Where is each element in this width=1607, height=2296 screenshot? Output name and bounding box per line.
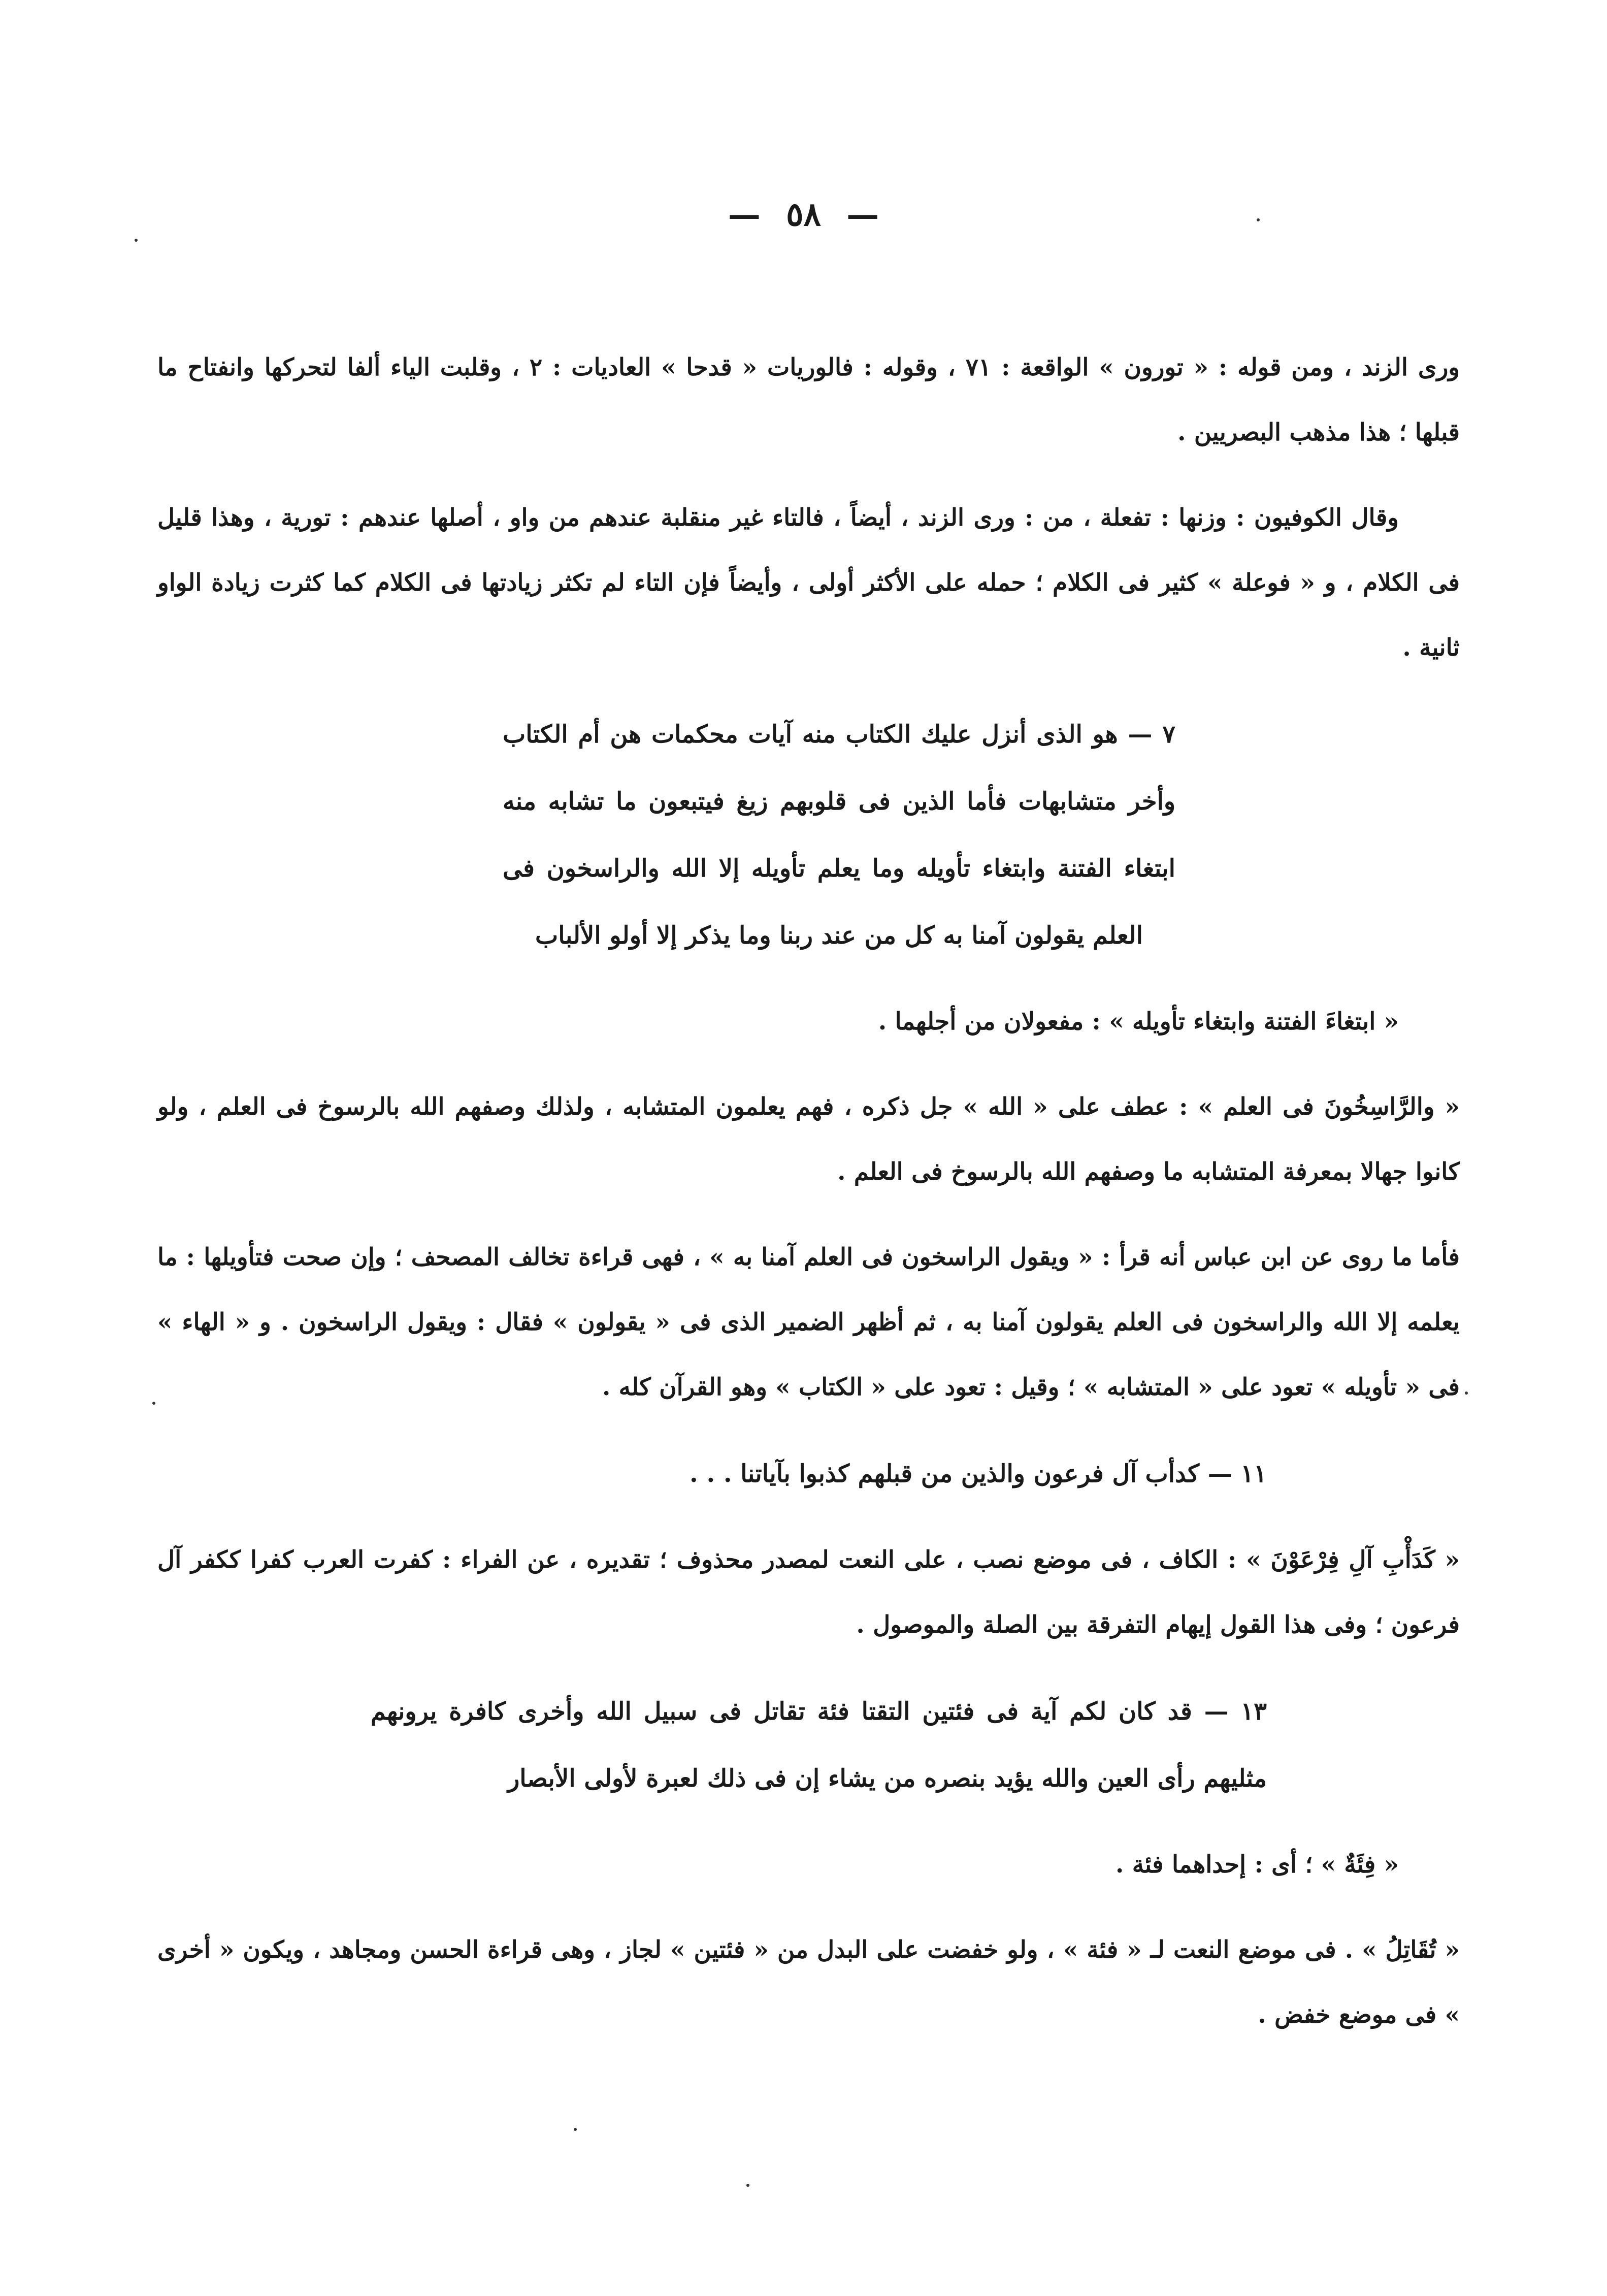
paragraph-bayt-continuation: ورى الزند ، ومن قوله : « تورون » الواقعة : ٧١ ، وقوله : فالوريات « قدحا » العاديات : ٢ ، وقلبت الياء ألفا لتحركها وانفتاح ما قبلها ؛ هذا مذهب البصريين . xyxy=(157,353,1460,446)
page-number: ٥٨ xyxy=(786,196,821,234)
scan-speck xyxy=(574,2128,577,2131)
paragraph-kadab: « كَدَأْبِ آلِ فِرْعَوْنَ » : الكاف ، فى موضع نصب ، على النعت لمصدر محذوف ؛ تقديره ، عن الفراء : كفرت العرب كفرا ككفر آل فرعون ؛ وفى هذا القول إيهام التفرقة بين الصلة والموصول . xyxy=(157,1546,1460,1639)
paragraph-rasikhun: « والرَّاسِخُونَ فى العلم » : عطف على « الله » جل ذكره ، فهم يعلمون المتشابه ، ولذلك وصفهم الله بالرسوخ فى العلم ، ولو كانوا جهالا بمعرفة المتشابه ما وصفهم الله بالرسوخ فى العلم . xyxy=(157,1093,1460,1186)
page-body xyxy=(157,335,1460,2068)
page-number-dash-left: — xyxy=(846,196,879,234)
quran-verse-7: ٧ — هو الذى أنزل عليك الكتاب منه آيات محكمات هن أم الكتاب وأخر متشابهات فأما الذين فى قلوبهم زيغ فيتبعون ما تشابه منه ابتغاء الفتنة وابتغاء تأويله وما يعلم تأويله إلا الله والراسخون فى العلم يقولون آمنا به كل من عند ربنا وما يذكر إلا أولو الألباب xyxy=(503,720,1176,950)
scan-speck xyxy=(746,2184,749,2187)
scan-speck xyxy=(135,239,138,242)
quran-verse-13: ١٣ — قد كان لكم آية فى فئتين التقتا فئة تقاتل فى سبيل الله وأخرى كافرة يرونهم مثليهم رأى العين والله يؤيد بنصره من يشاء إن فى ذلك لعبرة لأولى الأبصار xyxy=(371,1697,1267,1793)
paragraph-tuqatilu: « تُقَاتِلُ » . فى موضع النعت لـ « فئة » ، ولو خفضت على البدل من « فئتين » لجاز ، وهى قراءة الحسن ومجاهد ، ويكون « أخرى » فى موضع خفض . xyxy=(157,1936,1460,2029)
page-number-header xyxy=(0,196,1607,234)
quran-verse-11: ١١ — كدأب آل فرعون والذين من قبلهم كذبوا بآياتنا . . . xyxy=(690,1460,1267,1488)
scan-speck xyxy=(1465,1392,1468,1395)
paragraph-ibn-abbas: فأما ما روى عن ابن عباس أنه قرأ : « ويقول الراسخون فى العلم آمنا به » ، فهى قراءة تخالف المصحف ؛ وإن صحت فتأويلها : ما يعلمه إلا الله والراسخون فى العلم يقولون آمنا به ، ثم أظهر الضمير الذى فى « يقولون » فقال : ويقول الراسخون . و « الهاء » فى « تأويله » تعود على « المتشابه » ؛ وقيل : تعود على « الكتاب » وهو القرآن كله . xyxy=(157,1243,1460,1401)
scan-speck xyxy=(1257,218,1260,221)
scan-speck xyxy=(152,1402,155,1405)
paragraph-fiatun: « فِئَةٌ » ؛ أى : إحداهما فئة . xyxy=(1116,1851,1399,1879)
paragraph-ibtigha: « ابتغاءَ الفتنة وابتغاء تأويله » : مفعولان من أجلهما . xyxy=(878,1008,1399,1036)
page-number-dash-right: — xyxy=(728,196,761,234)
paragraph-kufiyyun: وقال الكوفيون : وزنها : تفعلة ، من : ورى الزند ، أيضاً ، فالتاء غير منقلبة عندهم من واو ، أصلها عندهم : تورية ، وهذا قليل فى الكلام ، و « فوعلة » كثير فى الكلام ؛ حمله على الأكثر أولى ، وأيضاً فإن التاء لم تكثر زيادتها فى الكلام كما كثرت زيادة الواو ثانية . xyxy=(157,504,1460,662)
